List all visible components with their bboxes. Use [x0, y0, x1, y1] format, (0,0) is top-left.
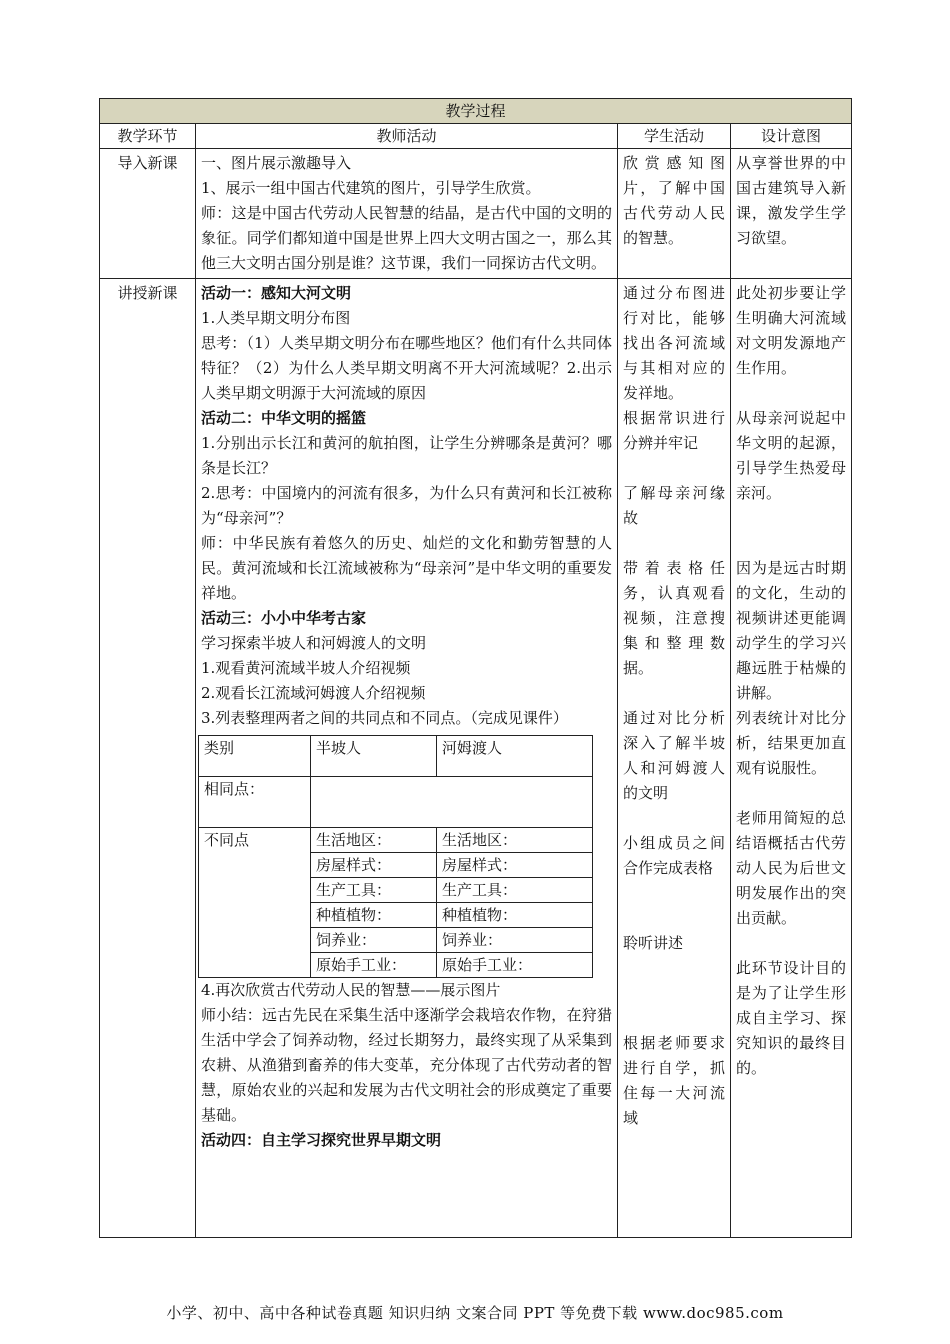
comparison-cell: 生产工具：	[311, 878, 437, 903]
activity3-title: 活动三：小小中华考古家	[201, 609, 367, 627]
comparison-cell: 生产工具：	[437, 878, 593, 903]
comparison-cell: 饲养业：	[437, 928, 593, 953]
comparison-cell: 原始手工业：	[437, 953, 593, 978]
header-teacher: 教师活动	[196, 124, 618, 149]
activity3-line-2: 1.观看黄河流域半坡人介绍视频	[201, 659, 411, 677]
activity3-line-1: 学习探索半坡人和河姆渡人的文明	[201, 634, 427, 652]
comparison-diff-label: 不同点	[199, 828, 311, 978]
comparison-cell: 生活地区：	[437, 828, 593, 853]
comparison-cell: 房屋样式：	[437, 853, 593, 878]
comparison-header-hemudu: 河姆渡人	[437, 736, 593, 777]
design-note: 列表统计对比分析，结果更加直观有说服性。	[736, 709, 847, 777]
design-note: 因为是远古时期的文化，生动的视频讲述更能调动学生的学习兴趣远胜于枯燥的讲解。	[736, 559, 847, 702]
activity2-line-3: 师：中华民族有着悠久的历史、灿烂的文化和勤劳智慧的人民。黄河流域和长江流域被称为“母亲河”是中华文明的重要发祥地。	[201, 534, 612, 602]
student-note: 了解母亲河缘故	[623, 484, 725, 527]
student-note: 通过对比分析深入了解半坡人和河姆渡人的文明	[623, 709, 725, 802]
comparison-header-category: 类别	[199, 736, 311, 777]
teacher-activity-teaching	[196, 279, 618, 1238]
intro-line-2: 1、展示一组中国古代建筑的图片，引导学生欣赏。	[201, 179, 541, 197]
activity1-line-2: 思考：（1）人类早期文明分布在哪些地区？他们有什么共同体特征？（2）为什么人类早期文明离不开大河流域呢？2.出示人类早期文明源于大河流域的原因	[201, 334, 612, 402]
header-design: 设计意图	[731, 124, 852, 149]
activity4-title: 活动四：自主学习探究世界早期文明	[201, 1131, 442, 1149]
student-activity-intro	[618, 149, 731, 279]
design-intro-text: 从享誉世界的中国古建筑导入新课，激发学生学习欲望。	[736, 154, 847, 247]
comparison-cell: 饲养业：	[311, 928, 437, 953]
activity1-line-1: 1.人类早期文明分布图	[201, 309, 351, 327]
table-row-teaching	[100, 279, 852, 1238]
design-note: 老师用简短的总结语概括古代劳动人民为后世文明发展作出的突出贡献。	[736, 809, 847, 927]
comparison-table	[198, 735, 593, 978]
intro-line-3: 师：这是中国古代劳动人民智慧的结晶，是古代中国的文明的象征。同学们都知道中国是世界上四大文明古国之一，那么其他三大文明古国分别是谁？这节课，我们一同探访古代文明。	[201, 204, 612, 272]
teaching-process-table	[99, 98, 852, 1238]
activity3-line-3: 2.观看长江流域河姆渡人介绍视频	[201, 684, 426, 702]
after-line-1: 4.再次欣赏古代劳动人民的智慧——展示图片	[201, 981, 501, 999]
activity1-title: 活动一：感知大河文明	[201, 284, 352, 302]
header-student: 学生活动	[618, 124, 731, 149]
student-note: 根据老师要求进行自学，抓住每一大河流域	[623, 1034, 725, 1127]
design-note: 此处初步要让学生明确大河流域对文明发源地产生作用。	[736, 284, 847, 377]
student-note: 聆听讲述	[623, 934, 684, 952]
comparison-cell: 原始手工业：	[311, 953, 437, 978]
design-note: 此环节设计目的是为了让学生形成自主学习、探究知识的最终目的。	[736, 959, 847, 1077]
comparison-cell: 生活地区：	[311, 828, 437, 853]
design-intent-intro	[731, 149, 852, 279]
student-note: 根据常识进行分辨并牢记	[623, 409, 725, 452]
activity3-line-4: 3.列表整理两者之间的共同点和不同点。（完成见课件）	[201, 709, 568, 727]
activity2-line-1: 1.分别出示长江和黄河的航拍图，让学生分辨哪条是黄河？哪条是长江？	[201, 434, 612, 477]
segment-intro: 导入新课	[100, 149, 196, 279]
student-note: 通过分布图进行对比，能够找出各河流域与其相对应的发祥地。	[623, 284, 725, 402]
table-row-intro	[100, 149, 852, 279]
page-footer: 小学、初中、高中各种试卷真题 知识归纳 文案合同 PPT 等免费下载 www.doc985.com	[166, 1304, 784, 1322]
activity2-line-2: 2.思考：中国境内的河流有很多，为什么只有黄河和长江被称为“母亲河”？	[201, 484, 612, 527]
comparison-same-cell	[311, 777, 593, 828]
comparison-same-label: 相同点：	[199, 777, 311, 828]
comparison-header-banpo: 半坡人	[311, 736, 437, 777]
comparison-cell: 种植植物：	[437, 903, 593, 928]
student-activity-teaching	[618, 279, 731, 1238]
student-intro-text: 欣赏感知图片，了解中国古代劳动人民的智慧。	[623, 154, 725, 247]
comparison-cell: 房屋样式：	[311, 853, 437, 878]
design-note: 从母亲河说起中华文明的起源，引导学生热爱母亲河。	[736, 409, 847, 502]
intro-line-1: 一、图片展示激趣导入	[201, 154, 352, 172]
after-line-2: 师小结：远古先民在采集生活中逐渐学会栽培农作物，在狩猎生活中学会了饲养动物，经过长期努力，最终实现了从采集到农耕、从渔猎到畜养的伟大变革，充分体现了古代劳动者的智慧，原始农业的兴起和发展为古代文明社会的形成奠定了重要基础。	[201, 1006, 612, 1124]
student-note: 带着表格任务，认真观看视频，注意搜集和整理数据。	[623, 559, 725, 677]
table-title: 教学过程	[100, 99, 852, 124]
activity2-title: 活动二：中华文明的摇篮	[201, 409, 367, 427]
design-intent-teaching	[731, 279, 852, 1238]
header-segment: 教学环节	[100, 124, 196, 149]
segment-teaching: 讲授新课	[100, 279, 196, 1238]
student-note: 小组成员之间合作完成表格	[623, 834, 725, 877]
comparison-cell: 种植植物：	[311, 903, 437, 928]
teacher-activity-intro	[196, 149, 618, 279]
